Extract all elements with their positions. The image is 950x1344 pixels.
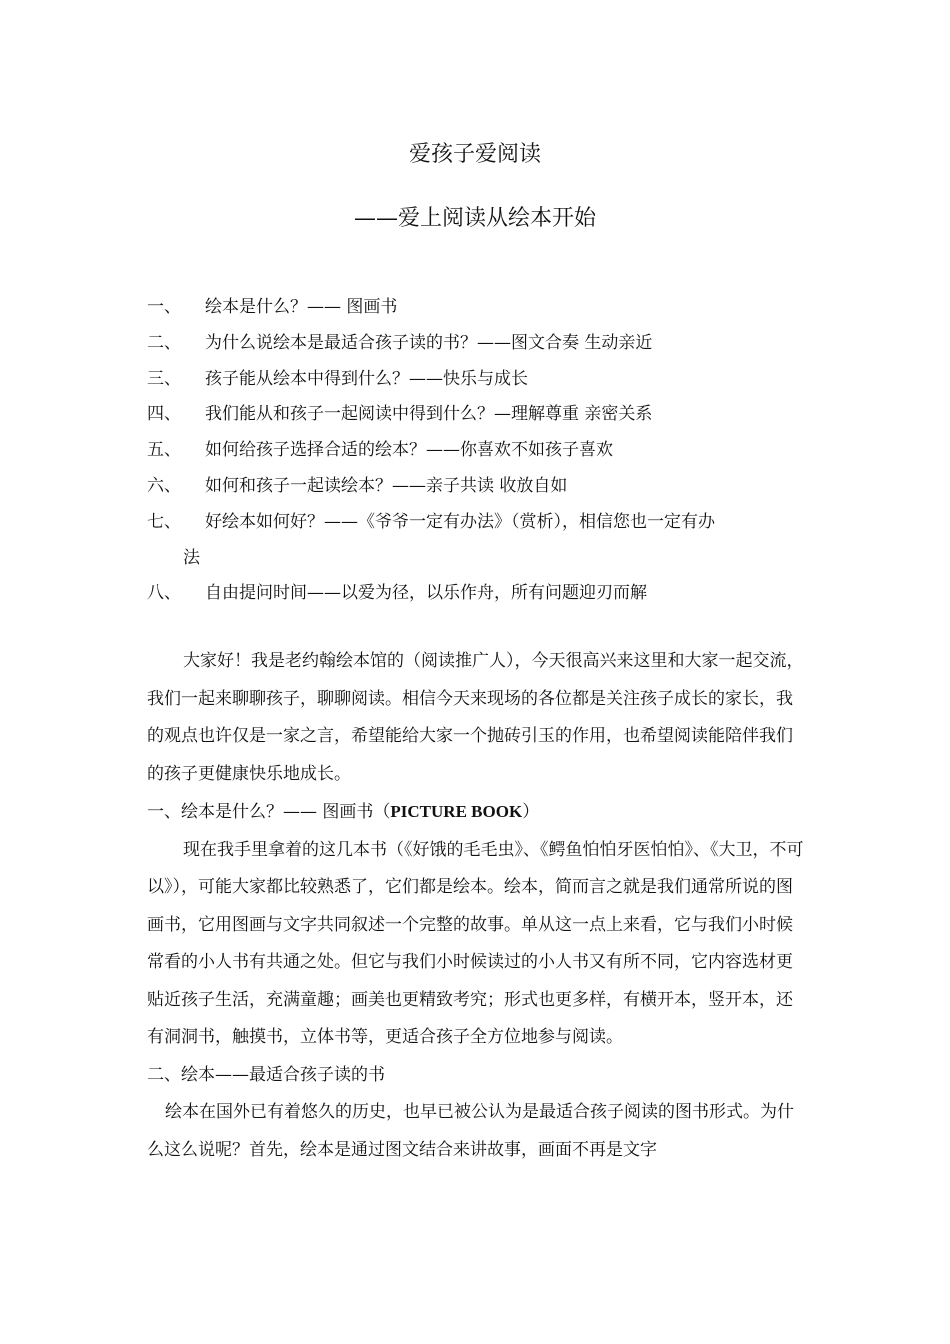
toc-number: 七、 [147, 511, 181, 532]
section-heading-close: ） [522, 802, 540, 822]
toc-item [147, 326, 812, 362]
section-heading-english: PICTURE BOOK [390, 802, 523, 821]
toc-item [147, 362, 812, 398]
section-heading: 二、绘本——最适合孩子读的书 [147, 1064, 385, 1085]
toc-item [147, 397, 812, 433]
toc-number: 四、 [147, 404, 181, 425]
toc-text: 好绘本如何好？——《爷爷一定有办法》（赏析），相信您也一定有办 [205, 511, 715, 532]
toc-number: 三、 [147, 368, 181, 389]
toc-text: 如何给孩子选择合适的绘本？——你喜欢不如孩子喜欢 [205, 440, 613, 461]
section-heading [147, 793, 807, 832]
document-title: 爱孩子爱阅读 [408, 142, 541, 167]
toc-item [147, 469, 812, 505]
toc-number: 一、 [147, 297, 181, 317]
toc-item [147, 433, 812, 469]
toc-text-continued: 法 [183, 547, 200, 568]
toc-text: 我们能从和孩子一起阅读中得到什么？—理解尊重 亲密关系 [205, 404, 653, 425]
toc-text: 自由提问时间——以爱为径，以乐作舟，所有问题迎刃而解 [205, 583, 647, 604]
toc-text: 如何和孩子一起读绘本？——亲子共读 收放自如 [205, 475, 568, 496]
toc-text: 为什么说绘本是最适合孩子读的书？——图文合奏 生动亲近 [205, 332, 653, 353]
intro-paragraph: 大家好！我是老约翰绘本馆的（阅读推广人），今天很高兴来这里和大家一起交流，我们一起来聊聊孩子，聊聊阅读。相信今天来现场的各位都是关注孩子成长的家长，我的观点也许仅是一家之言，希望能给大家一个抛砖引玉的作用，也希望阅读能陪伴我们的孩子更健康快乐地成长。 [147, 651, 804, 784]
toc-number: 八、 [147, 583, 181, 604]
document-subtitle: ——爱上阅读从绘本开始 [353, 206, 596, 231]
toc-number: 五、 [147, 440, 181, 461]
document-body [147, 643, 807, 1169]
section-paragraph: 绘本在国外已有着悠久的历史，也早已被公认为是最适合孩子阅读的图书形式。为什么这么说呢？首先，绘本是通过图文结合来讲故事，画面不再是文字 [147, 1102, 794, 1160]
toc-item [147, 290, 812, 326]
toc-text: 绘本是什么？—— 图画书 [205, 297, 398, 317]
section-heading-text: 一、绘本是什么？—— 图画书（ [147, 802, 391, 822]
toc-number: 二、 [147, 332, 181, 353]
toc-number: 六、 [147, 475, 181, 496]
toc-item [147, 505, 812, 577]
table-of-contents [147, 290, 812, 612]
section-paragraph: 现在我手里拿着的这几本书（《好饿的毛毛虫》、《鳄鱼怕怕牙医怕怕》、《大卫，不可以》），可能大家都比较熟悉了，它们都是绘本。绘本，简而言之就是我们通常所说的图画书，它用图画与文字共同叙述一个完整的故事。单从这一点上来看，它与我们小时候常看的小人书有共通之处。但它与我们小时候读过的小人书又有所不同，它内容选材更贴近孩子生活，充满童趣；画美也更精致考究；形式也更多样，有横开本，竖开本，还有洞洞书，触摸书，立体书等，更适合孩子全方位地参与阅读。 [147, 839, 804, 1047]
toc-text: 孩子能从绘本中得到什么？——快乐与成长 [205, 368, 528, 389]
toc-item [147, 576, 812, 612]
